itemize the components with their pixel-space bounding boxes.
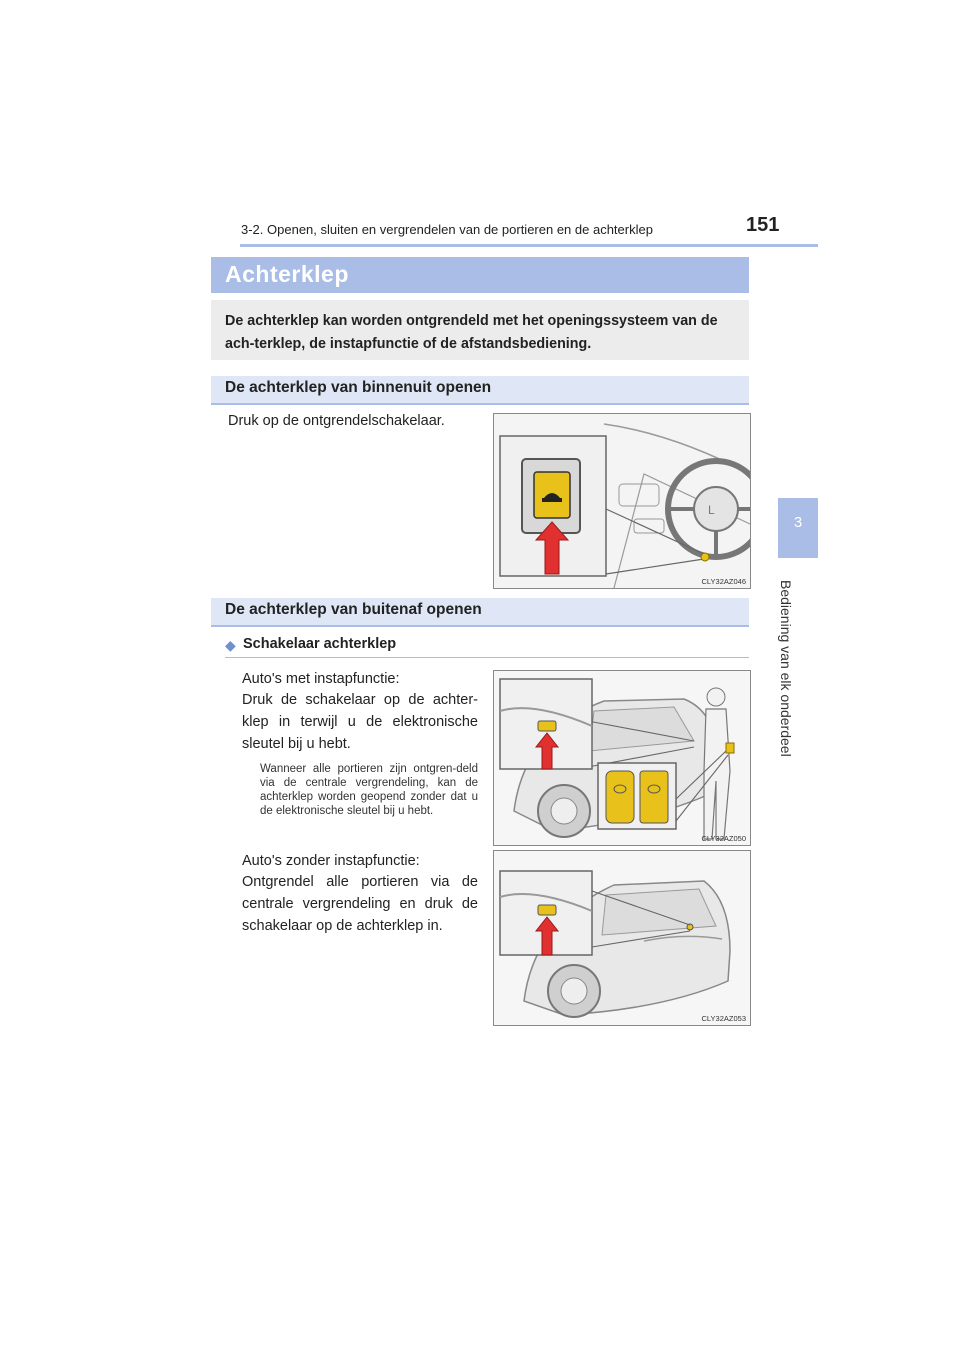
figure-code: CLY32AZ050: [701, 834, 746, 843]
running-header: 3-2. Openen, sluiten en vergrendelen van de portieren en de achterklep: [241, 222, 653, 237]
chapter-tab: [778, 498, 818, 558]
with-entry-text: Druk de schakelaar op de achter-klep in terwijl u de elektronische sleutel bij u hebt.: [242, 692, 478, 752]
bullet-heading: [225, 635, 749, 658]
chapter-number: 3: [793, 514, 803, 531]
intro-box: [211, 300, 749, 360]
with-entry-label: Auto's met instapfunctie:: [242, 671, 400, 687]
figure-exterior-entry: [493, 670, 751, 846]
section-title-bar: [211, 257, 749, 293]
figure-code: CLY32AZ046: [701, 577, 746, 586]
subheading-outside: [211, 598, 749, 627]
exterior-no-entry-illustration: [494, 851, 750, 1025]
subheading-inside-text: De achterklep van binnenuit openen: [225, 379, 492, 396]
figure-code: CLY32AZ053: [701, 1014, 746, 1023]
without-entry-text: Ontgrendel alle portieren via de centrale vergrendeling en druk de schakelaar op de achterklep in.: [242, 874, 478, 934]
subheading-outside-text: De achterklep van buitenaf openen: [225, 601, 482, 618]
subheading-inside: [211, 376, 749, 405]
diamond-icon: ◆: [225, 637, 236, 653]
inside-instruction: Druk op de ontgrendelschakelaar.: [228, 413, 445, 429]
exterior-entry-illustration: [494, 671, 750, 845]
section-title: Achterklep: [225, 261, 349, 287]
chapter-label: Bediening van elk onderdeel: [778, 580, 794, 757]
svg-text:L: L: [708, 503, 715, 517]
without-entry-label: Auto's zonder instapfunctie:: [242, 853, 420, 869]
interior-illustration: [494, 414, 750, 588]
page-number: 151: [746, 214, 780, 236]
header-rule: [240, 244, 818, 247]
chapter-label-container: [770, 580, 810, 790]
intro-text: De achterklep kan worden ontgrendeld met het openingssysteem van de ach-terklep, de instapfunctie of de afstandsbediening.: [225, 313, 718, 352]
with-entry-note: Wanneer alle portieren zijn ontgren-deld via de centrale vergrendeling, kan de achterklep worden geopend zonder dat u de elektronische sleutel bij u hebt.: [260, 763, 478, 817]
figure-interior-switch: [493, 413, 751, 589]
figure-exterior-no-entry: [493, 850, 751, 1026]
bullet-heading-text: Schakelaar achterklep: [243, 636, 397, 652]
